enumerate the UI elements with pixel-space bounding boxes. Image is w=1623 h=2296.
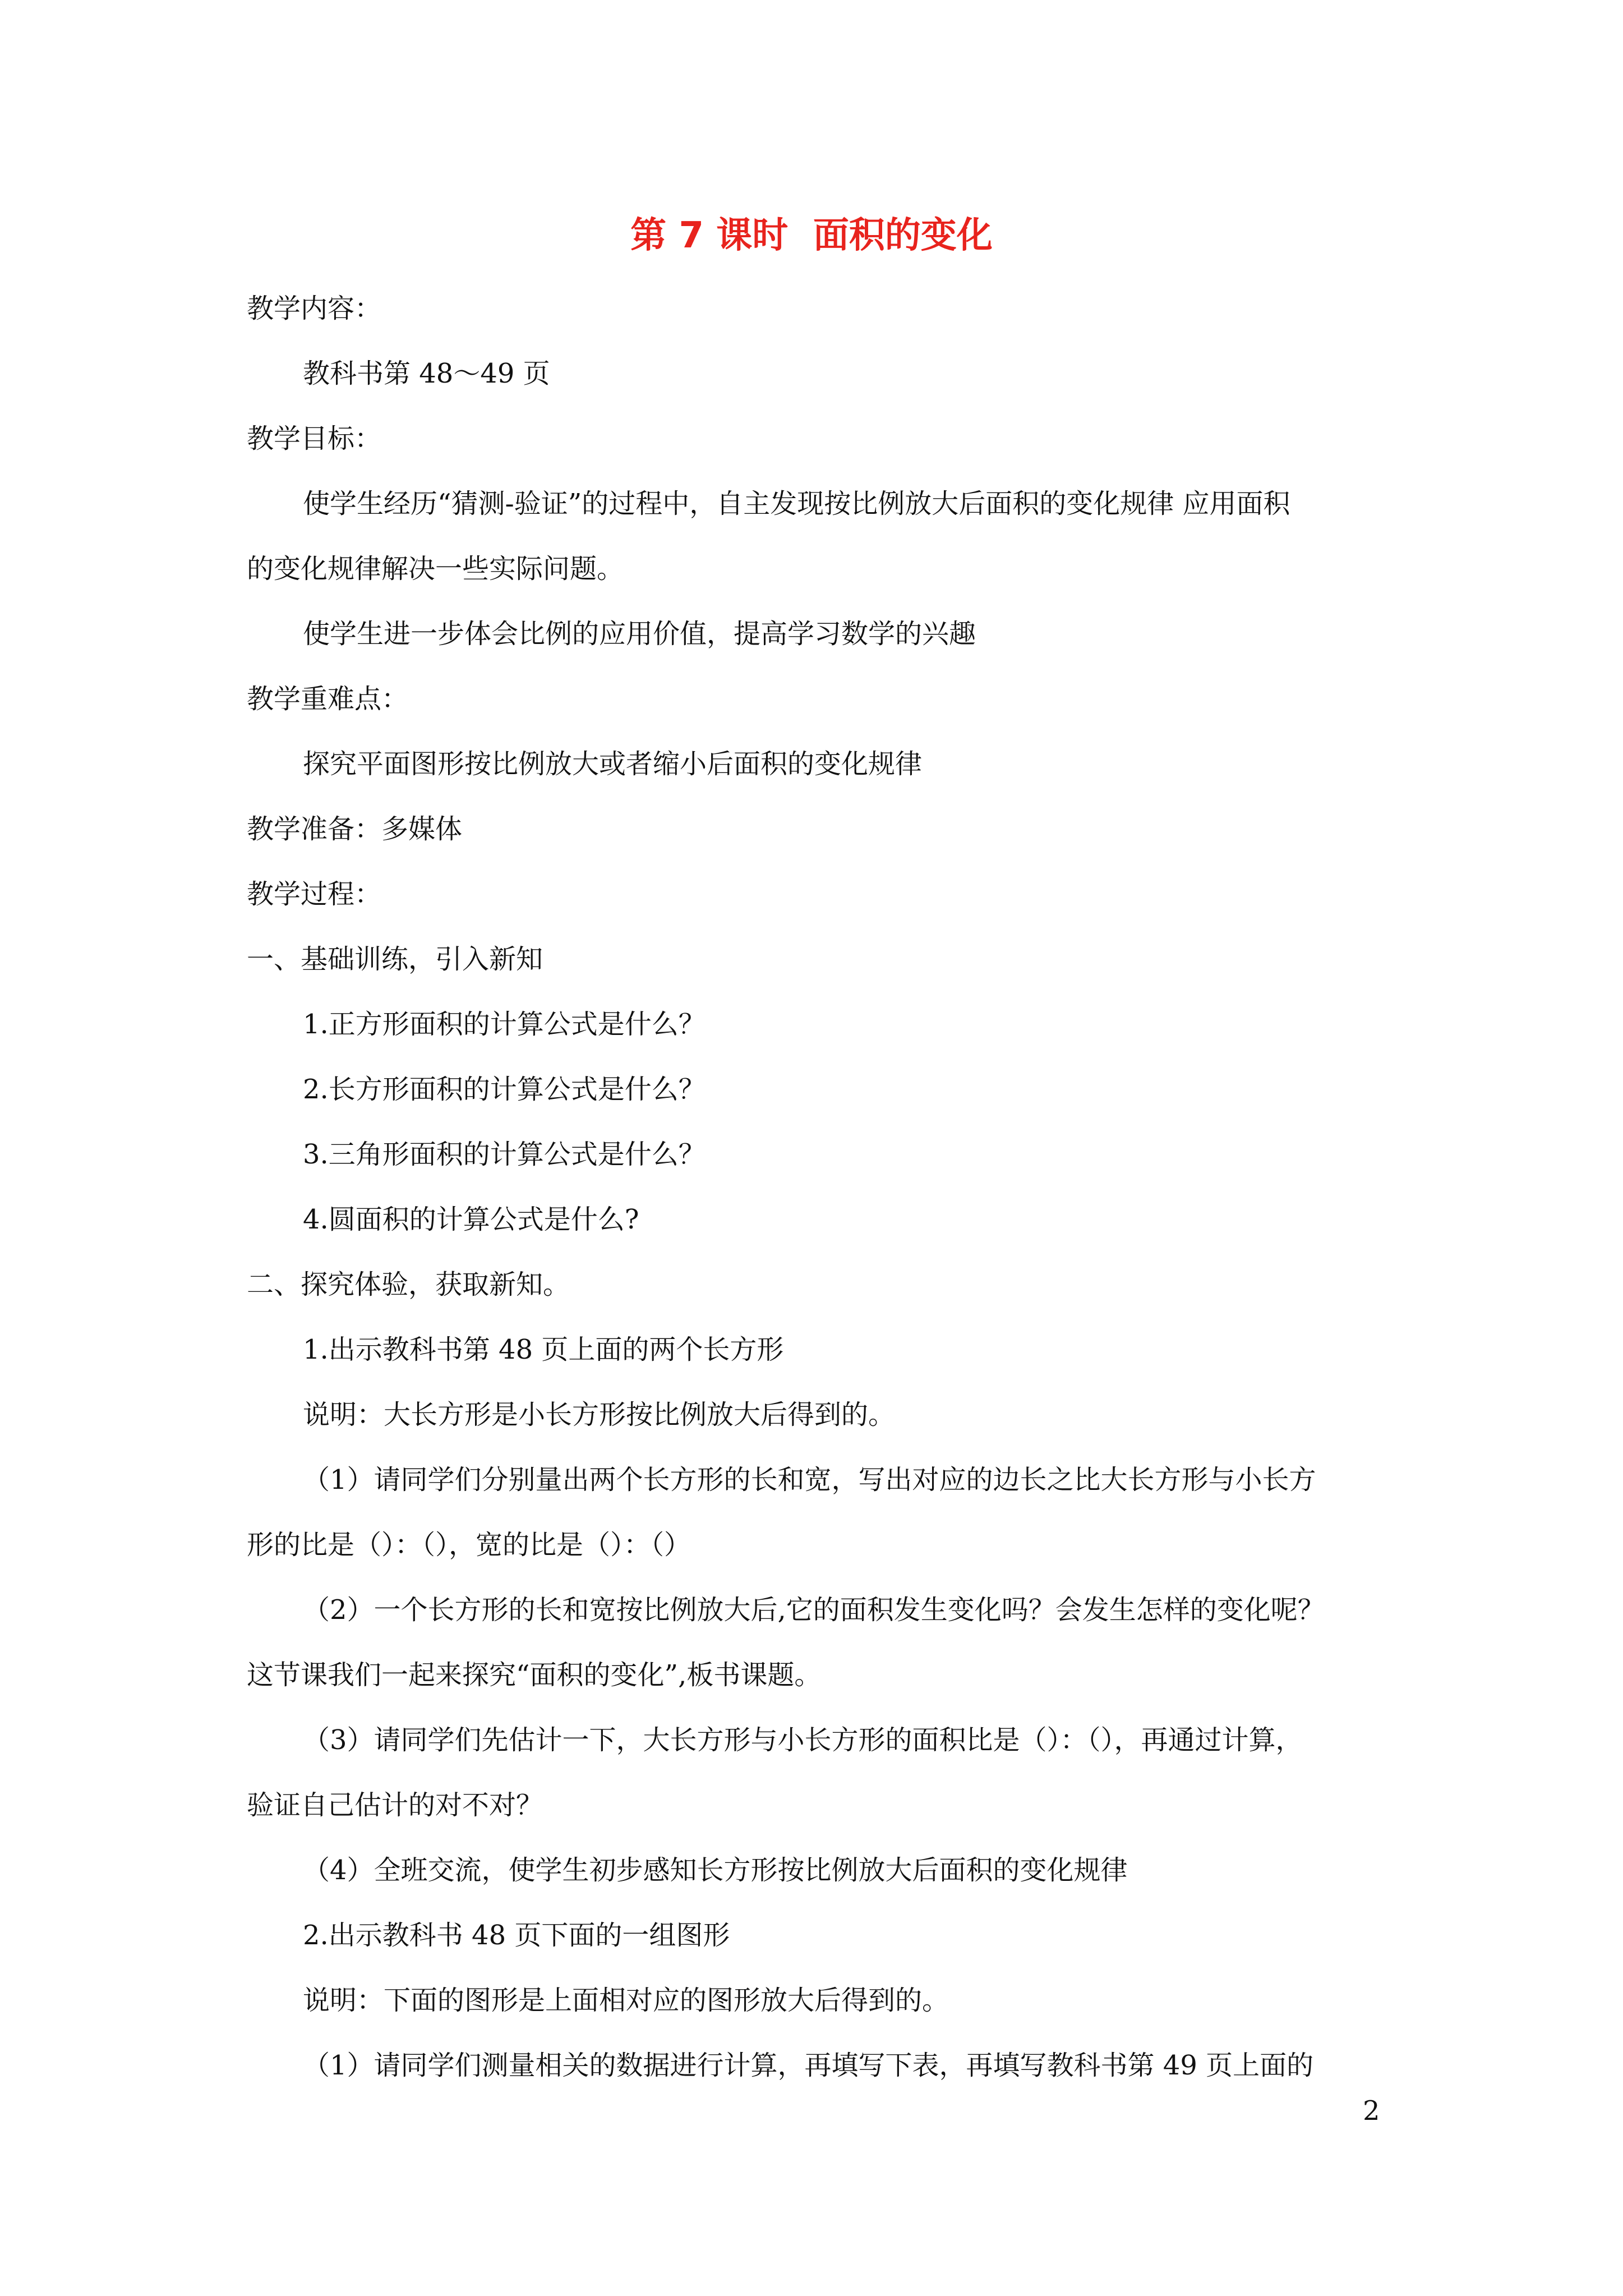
list-item: 4.圆面积的计算公式是什么?	[303, 1204, 639, 1235]
paragraph-line: 验证自己估计的对不对？	[247, 1789, 543, 1821]
paragraph-line: 说明：大长方形是小长方形按比例放大后得到的。	[303, 1399, 896, 1430]
paragraph-line: （1）请同学们测量相关的数据进行计算，再填写下表，再填写教科书第 49 页上面的	[303, 2050, 1314, 2081]
paragraph-line: 形的比是（）：（），宽的比是（）：（）	[247, 1529, 691, 1561]
page-number: 2	[1363, 2095, 1380, 2127]
paragraph-line: 的变化规律解决一些实际问题。	[247, 553, 624, 585]
list-item: 1.出示教科书第 48 页上面的两个长方形	[303, 1334, 784, 1365]
paragraph-line: 使学生进一步体会比例的应用价值，提高学习数学的兴趣	[303, 618, 976, 650]
list-item: 2.出示教科书 48 页下面的一组图形	[303, 1920, 730, 1951]
paragraph-line: 教科书第 48～49 页	[303, 358, 550, 389]
list-item: 2.长方形面积的计算公式是什么？	[303, 1074, 706, 1105]
paragraph-line: 这节课我们一起来探究“面积的变化”,板书课题。	[247, 1659, 822, 1691]
section-heading-goals: 教学目标：	[247, 423, 382, 454]
section-heading-process: 教学过程：	[247, 878, 382, 910]
paragraph-line: （3）请同学们先估计一下，大长方形与小长方形的面积比是（）：（），再通过计算，	[303, 1724, 1303, 1756]
paragraph-line: （2）一个长方形的长和宽按比例放大后,它的面积发生变化吗？会发生怎样的变化呢？	[303, 1594, 1325, 1626]
list-item: 3.三角形面积的计算公式是什么？	[303, 1139, 706, 1170]
section-heading-key-points: 教学重难点：	[247, 683, 409, 715]
subsection-heading: 二、探究体验，获取新知。	[247, 1269, 570, 1300]
list-item: 1.正方形面积的计算公式是什么？	[303, 1009, 706, 1040]
paragraph-line: （4）全班交流，使学生初步感知长方形按比例放大后面积的变化规律	[303, 1855, 1128, 1886]
paragraph-line: （1）请同学们分别量出两个长方形的长和宽，写出对应的边长之比大长方形与小长方	[303, 1464, 1316, 1496]
paragraph-line: 说明：下面的图形是上面相对应的图形放大后得到的。	[303, 1985, 949, 2016]
subsection-heading: 一、基础训练，引入新知	[247, 944, 543, 975]
paragraph-line: 使学生经历“猜测-验证”的过程中，自主发现按比例放大后面积的变化规律 应用面积	[303, 488, 1290, 519]
paragraph-line: 探究平面图形按比例放大或者缩小后面积的变化规律	[303, 748, 923, 780]
page-title: 第 7 课时 面积的变化	[630, 215, 993, 256]
section-heading-preparation: 教学准备：多媒体	[247, 813, 463, 845]
section-heading-content: 教学内容：	[247, 293, 382, 324]
